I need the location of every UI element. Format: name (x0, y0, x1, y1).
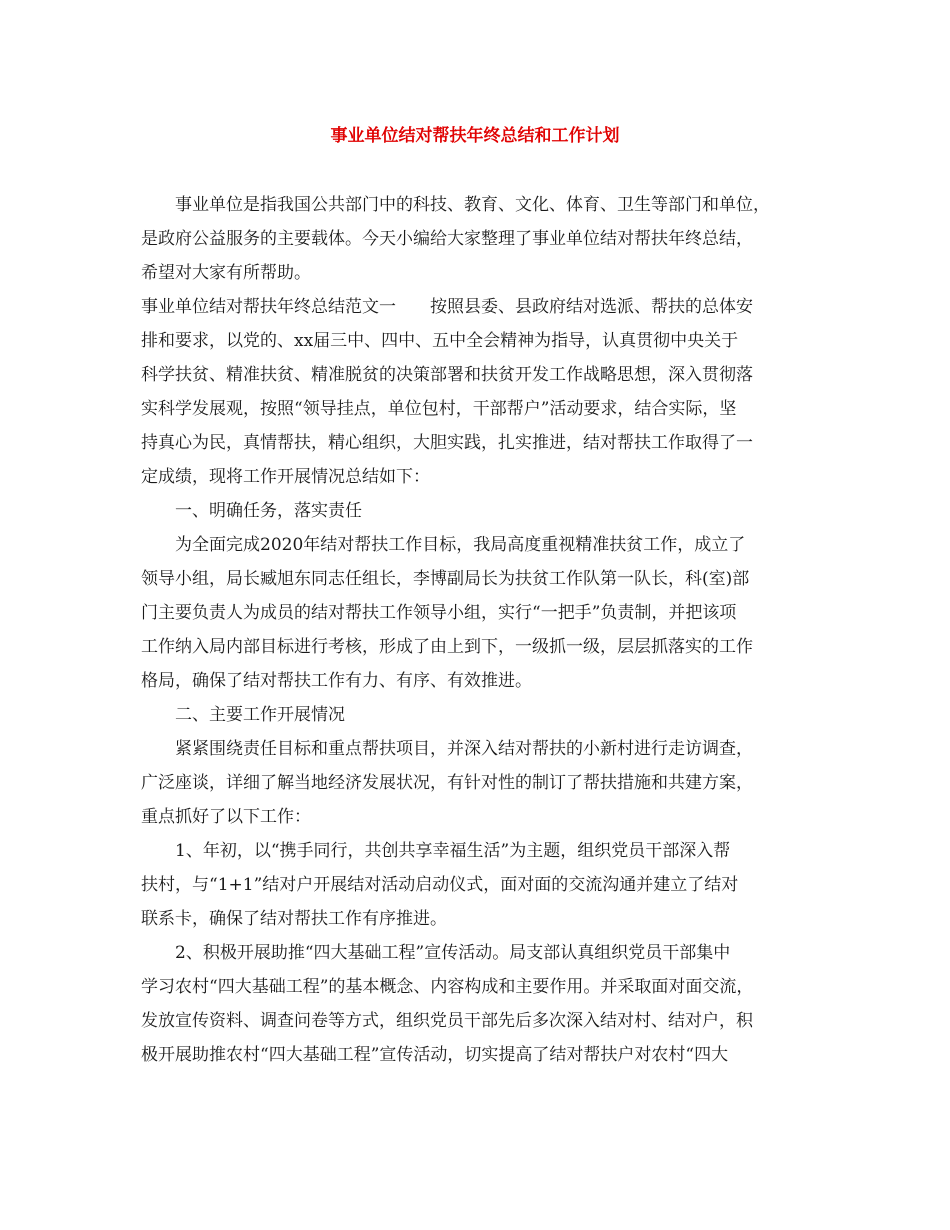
paragraph-line: 持真心为民，真情帮扶，精心组织，大胆实践，扎实推进，结对帮扶工作取得了一 (141, 433, 753, 453)
paragraph-line: 学习农村“四大基础工程”的基本概念、内容构成和主要作用。并采取面对面交流， (141, 977, 754, 997)
document-body (141, 188, 841, 1072)
paragraph-line: 定成绩，现将工作开展情况总结如下： (141, 467, 430, 487)
paragraph-line: 科学扶贫、精准扶贫、精准脱贫的决策部署和扶贫开发工作战略思想，深入贯彻落 (141, 365, 753, 385)
paragraph-line: 实科学发展观，按照“领导挂点，单位包村，干部帮户”活动要求，结合实际，坚 (141, 399, 737, 419)
paragraph-line: 为全面完成2020年结对帮扶工作目标，我局高度重视精准扶贫工作，成立了 (175, 535, 746, 555)
paragraph-line: 极开展助推农村“四大基础工程”宣传活动，切实提高了结对帮扶户对农村“四大 (141, 1045, 729, 1065)
paragraph-line: 2、积极开展助推“四大基础工程”宣传活动。局支部认真组织党员干部集中 (175, 943, 731, 963)
paragraph-line: 事业单位结对帮扶年终总结范文一 按照县委、县政府结对选派、帮扶的总体安 (141, 297, 753, 317)
paragraph-line: 扶村，与“1+1”结对户开展结对活动启动仪式，面对面的交流沟通并建立了结对 (141, 875, 739, 895)
paragraph-line: 排和要求，以党的、xx届三中、四中、五中全会精神为指导，认真贯彻中央关于 (141, 331, 739, 351)
paragraph-line: 希望对大家有所帮助。 (141, 263, 311, 283)
paragraph-line: 事业单位是指我国公共部门中的科技、教育、文化、体育、卫生等部门和单位， (175, 195, 770, 215)
paragraph-line: 格局，确保了结对帮扶工作有力、有序、有效推进。 (141, 671, 532, 691)
paragraph-line: 1、年初，以“携手同行，共创共享幸福生活”为主题，组织党员干部深入帮 (175, 841, 731, 861)
document-title: 事业单位结对帮扶年终总结和工作计划 (330, 126, 620, 146)
paragraph-line: 广泛座谈，详细了解当地经济发展状况，有针对性的制订了帮扶措施和共建方案， (141, 773, 753, 793)
section-heading: 二、主要工作开展情况 (175, 705, 345, 725)
paragraph-line: 工作纳入局内部目标进行考核，形成了由上到下，一级抓一级，层层抓落实的工作 (141, 637, 753, 657)
paragraph-line: 发放宣传资料、调查问卷等方式，组织党员干部先后多次深入结对村、结对户，积 (141, 1011, 753, 1031)
paragraph-line: 门主要负责人为成员的结对帮扶工作领导小组，实行“一把手”负责制，并把该项 (141, 603, 737, 623)
section-heading: 一、明确任务，落实责任 (175, 501, 362, 521)
paragraph-line: 联系卡，确保了结对帮扶工作有序推进。 (141, 909, 447, 929)
paragraph-line: 紧紧围绕责任目标和重点帮扶项目，并深入结对帮扶的小新村进行走访调查， (175, 739, 753, 759)
paragraph-line: 重点抓好了以下工作： (141, 807, 311, 827)
paragraph-line: 是政府公益服务的主要载体。今天小编给大家整理了事业单位结对帮扶年终总结， (141, 229, 753, 249)
paragraph-line: 领导小组，局长臧旭东同志任组长，李博副局长为扶贫工作队第一队长，科(室)部 (141, 569, 750, 589)
